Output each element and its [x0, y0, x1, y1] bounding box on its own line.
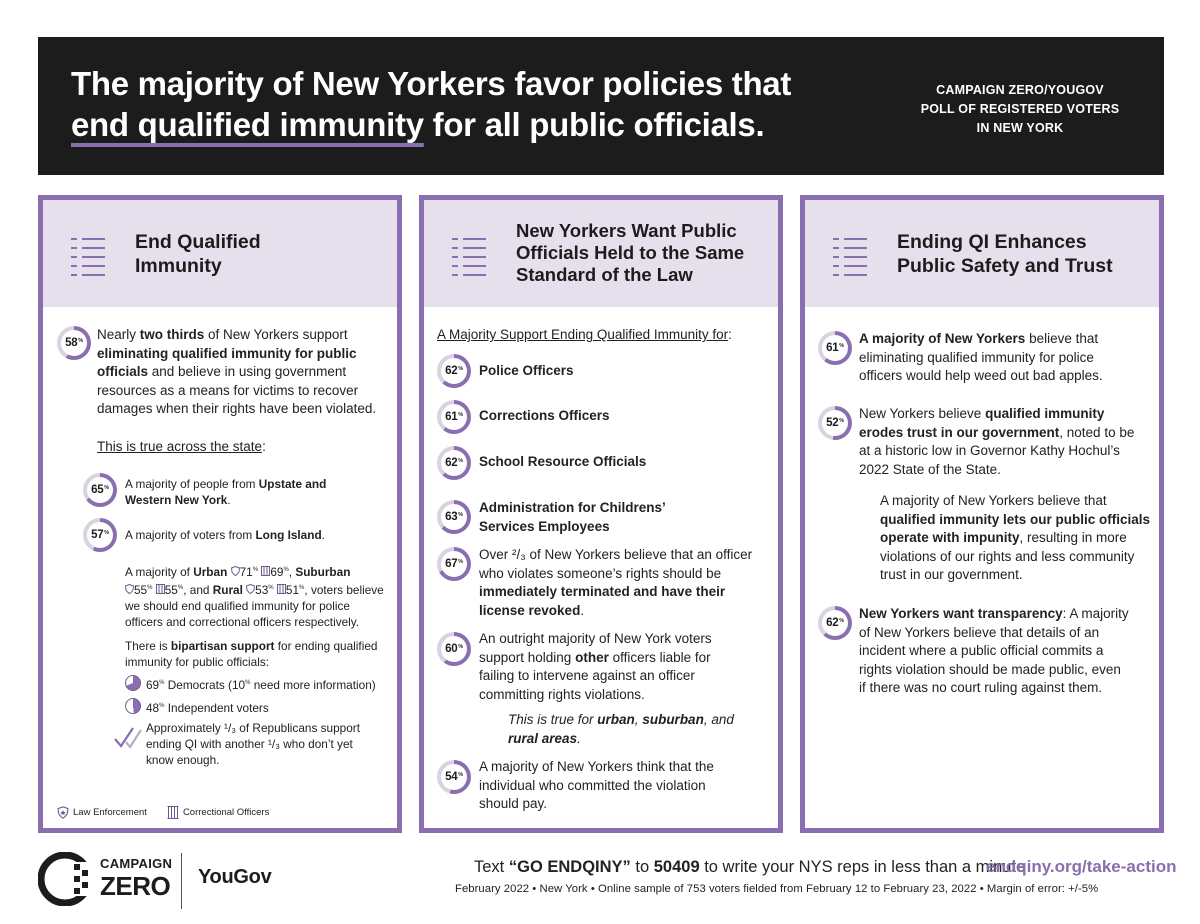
stat-ring: 58 %	[57, 326, 91, 360]
poll-source-line2: POLL OF REGISTERED VOTERS	[920, 102, 1120, 116]
list-icon	[833, 236, 867, 276]
legend-correctional: Correctional Officers	[182, 807, 270, 818]
campaign-zero-logo: CAMPAIGN ZERO	[100, 856, 173, 901]
main-stat-text: Nearly two thirds of New Yorkers support eliminating qualified immunity for public officials and believe in using government resources as a means for victims to recover damages when their rights have been violated.	[97, 327, 377, 416]
item-school-resource: School Resource Officials	[479, 454, 647, 469]
panel-title: New Yorkers Want Public Officials Held to the Same Standard of the Law	[516, 220, 745, 285]
take-action-link[interactable]: endqiny.org/take-action	[986, 857, 1177, 876]
panel-header	[43, 200, 397, 307]
title-line1: The majority of New Yorkers favor policies that	[71, 65, 792, 102]
legend	[57, 806, 269, 819]
state-heading: This is true across the state:	[97, 439, 266, 454]
longisland-text: A majority of voters from Long Island.	[125, 528, 325, 542]
legend-law-enforcement: Law Enforcement	[73, 807, 147, 818]
stat-ring: 62 %	[437, 354, 471, 388]
transparency-text: New Yorkers want transparency: A majority of New Yorkers believe that details of an incident where a public official commits a rights violation should be made public, even if there was no court ruling against them.	[859, 606, 1129, 695]
page-title	[71, 63, 791, 145]
democrats-pie-icon	[125, 675, 141, 691]
bipartisan-text: There is bipartisan support for ending qualified immunity for public officials:	[125, 639, 378, 669]
campaign-zero-logo-icon	[38, 852, 92, 906]
checkmark-icon	[113, 724, 145, 752]
panel-end-qi	[38, 195, 402, 833]
upstate-text: A majority of people from Upstate and Western New York.	[125, 477, 327, 507]
survey-meta: February 2022 • New York • Online sample of 753 voters fielded from February 12 to February 23, 2022 • Margin of error: +/-5%	[455, 883, 1099, 895]
true-for-text: This is true for urban, suburban, and rural areas.	[508, 712, 734, 746]
item-corrections-officers: Corrections Officers	[479, 408, 610, 423]
panel-header	[424, 200, 778, 307]
stat-ring: 62 %	[437, 446, 471, 480]
intro-text: A Majority Support Ending Qualified Immunity for:	[437, 327, 732, 342]
poll-source-line1: CAMPAIGN ZERO/YOUGOV	[936, 83, 1104, 97]
stat-ring: 63 %	[437, 500, 471, 534]
item-childrens-services: Administration for Childrens’ Services Employees	[479, 500, 666, 534]
list-icon	[452, 236, 486, 276]
prison-bars-icon	[277, 584, 286, 594]
prison-bars-icon	[261, 566, 270, 576]
liable-text: An outright majority of New York voters support holding other officers liable for failing to intervene against an officer committing rights violations.	[479, 631, 712, 702]
panel-header	[805, 200, 1159, 307]
poll-source	[910, 81, 1130, 138]
stat-ring: 52 %	[818, 406, 852, 440]
title-underlined: end qualified immunity	[71, 106, 424, 143]
terminated-text: Over ²/₃ of New Yorkers believe that an officer who violates someone’s rights should be immediately terminated and have their license revoked.	[479, 547, 753, 618]
stat-ring: 54 %	[437, 760, 471, 794]
bad-apples-text: A majority of New Yorkers believe that eliminating qualified immunity for police officers would help weed out bad apples.	[859, 331, 1103, 383]
logo-divider	[181, 853, 182, 909]
pay-text: A majority of New Yorkers think that the individual who committed the violation should pay.	[479, 759, 714, 811]
title-line2: for all public officials.	[423, 106, 765, 143]
stat-ring: 61 %	[437, 400, 471, 434]
panel-title: Ending QI Enhances Public Safety and Trust	[897, 231, 1113, 277]
header-banner	[38, 37, 1164, 175]
prison-bars-icon	[167, 806, 179, 819]
panel-same-standard	[419, 195, 783, 833]
independents-pie-icon	[125, 698, 141, 714]
stat-ring: 62 %	[818, 606, 852, 640]
badge-shield-icon	[246, 584, 255, 594]
trust-text: New Yorkers believe qualified immunity erodes trust in our government, noted to be at a historic low in Governor Kathy Hochul’s 2022 State of the State.	[859, 406, 1135, 477]
badge-shield-icon	[57, 806, 69, 819]
independents-text: 48% Independent voters	[146, 700, 269, 715]
stat-ring: 57 %	[83, 518, 117, 552]
yougov-logo: YouGov	[198, 866, 272, 888]
panel-title: End Qualified Immunity	[135, 231, 261, 277]
impunity-text: A majority of New Yorkers believe that qualified immunity lets our public officials operate with impunity, resulting in more violations of our rights and less community trust in our government.	[880, 493, 1151, 582]
item-police-officers: Police Officers	[479, 363, 574, 378]
call-to-action: Text “GO ENDQINY” to 50409 to write your NYS reps in less than a minute	[474, 858, 1026, 876]
stat-ring: 60 %	[437, 632, 471, 666]
panel-safety-trust	[800, 195, 1164, 833]
republicans-text: Approximately ¹/₃ of Republicans support ending QI with another ¹/₃ who don’t yet know enough.	[146, 721, 360, 767]
badge-shield-icon	[125, 584, 134, 594]
democrats-text: 69% Democrats (10% need more information)	[146, 677, 376, 692]
list-icon	[71, 236, 105, 276]
badge-shield-icon	[231, 566, 240, 576]
regions-text: A majority of Urban 71% 69%, Suburban 55% 55%, and Rural 53% 51%, voters believe we should end qualified immunity for police officers and correctional officers respectively.	[125, 564, 384, 629]
poll-source-line3: IN NEW YORK	[976, 121, 1064, 135]
stat-ring: 65 %	[83, 473, 117, 507]
stat-ring: 67 %	[437, 547, 471, 581]
stat-ring: 61 %	[818, 331, 852, 365]
prison-bars-icon	[156, 584, 165, 594]
